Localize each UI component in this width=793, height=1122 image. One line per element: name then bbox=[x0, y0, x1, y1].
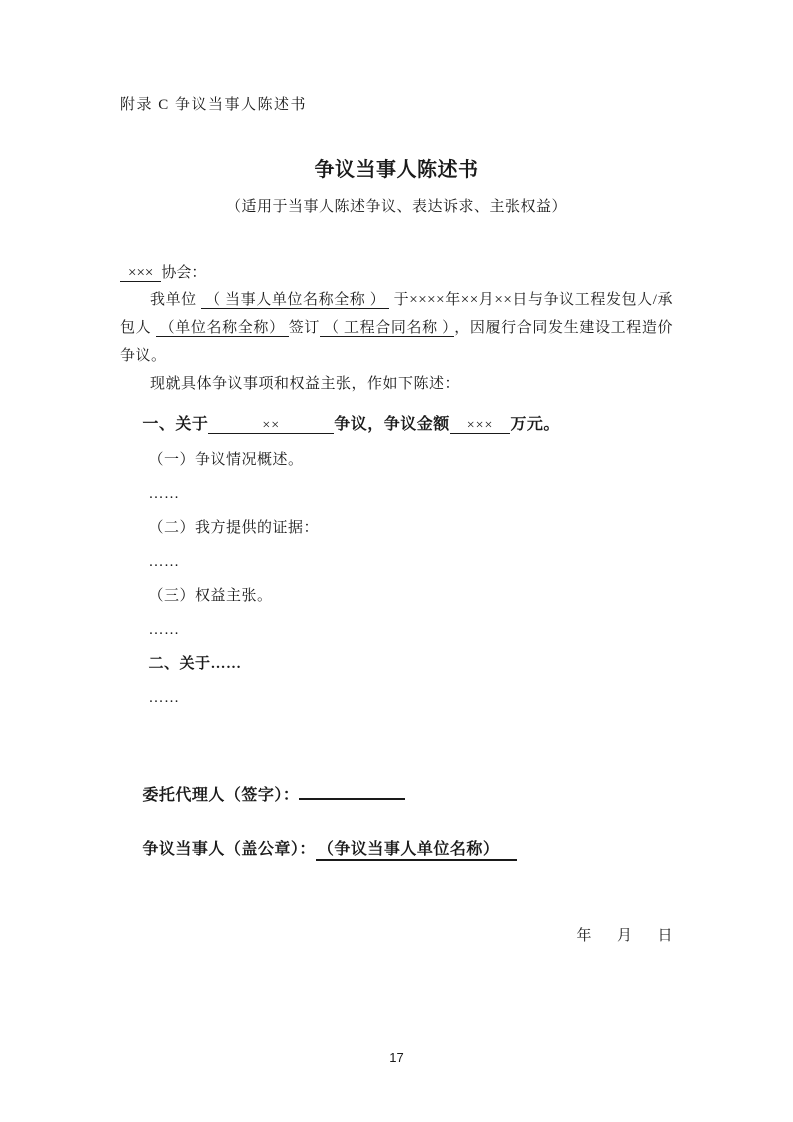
ellipsis-line: …… bbox=[148, 690, 180, 706]
date-line bbox=[120, 922, 673, 950]
intro-part2: 于××××年××月××日与争议工程发包人/承包人 bbox=[120, 292, 673, 336]
salutation-suffix: 协会： bbox=[161, 265, 207, 281]
section-two-heading: 二、关于…… bbox=[148, 656, 242, 672]
intro-part1: 我单位 bbox=[150, 292, 197, 308]
ellipsis-line: …… bbox=[148, 622, 180, 638]
party-name-blank: （ 当事人单位名称全称 ） bbox=[201, 292, 389, 309]
agent-signature-blank bbox=[299, 783, 405, 800]
dispute-amount-blank: ××× bbox=[450, 418, 511, 434]
agent-signature-label: 委托代理人（签字）： bbox=[142, 787, 300, 804]
section-one-middle: 争议，争议金额 bbox=[334, 416, 450, 433]
party-seal-label: 争议当事人（盖公章）： bbox=[142, 841, 316, 858]
dispute-topic-blank: ×× bbox=[208, 418, 334, 434]
unit-name-blank: （单位名称全称） bbox=[156, 320, 289, 337]
recipient-name-blank: ××× bbox=[120, 265, 161, 282]
ellipsis-line: …… bbox=[148, 486, 180, 502]
list-item-evidence: （二）我方提供的证据： bbox=[148, 520, 320, 536]
agent-signature-line bbox=[120, 782, 673, 810]
intro-paragraph bbox=[120, 286, 673, 370]
salutation-line bbox=[120, 260, 673, 286]
date-month-label: 月 bbox=[616, 928, 633, 944]
contract-name-blank: （ 工程合同名称 ） bbox=[320, 320, 454, 337]
intro-part3: 签订 bbox=[288, 320, 320, 336]
page-number: 17 bbox=[389, 1050, 404, 1065]
appendix-label: 附录 C 争议当事人陈述书 bbox=[120, 97, 308, 113]
date-year-label: 年 bbox=[576, 928, 592, 944]
list-item-claims: （三）权益主张。 bbox=[148, 588, 273, 604]
document-subtitle: （适用于当事人陈述争议、表达诉求、主张权益） bbox=[225, 199, 567, 215]
intro-part4: ，因履行合同发生建设工程造价争议。 bbox=[120, 320, 673, 364]
party-seal-name-blank: （争议当事人单位名称） bbox=[316, 841, 518, 861]
list-item-overview: （一）争议情况概述。 bbox=[148, 452, 304, 468]
date-day-label: 日 bbox=[657, 928, 673, 944]
section-one-heading bbox=[120, 411, 673, 440]
statement-lead-paragraph: 现就具体争议事项和权益主张，作如下陈述： bbox=[150, 376, 461, 392]
section-one-prefix: 一、关于 bbox=[142, 416, 209, 433]
ellipsis-line: …… bbox=[148, 554, 180, 570]
document-title: 争议当事人陈述书 bbox=[314, 159, 479, 181]
section-one-suffix: 万元。 bbox=[510, 416, 560, 433]
party-seal-line bbox=[120, 836, 673, 864]
